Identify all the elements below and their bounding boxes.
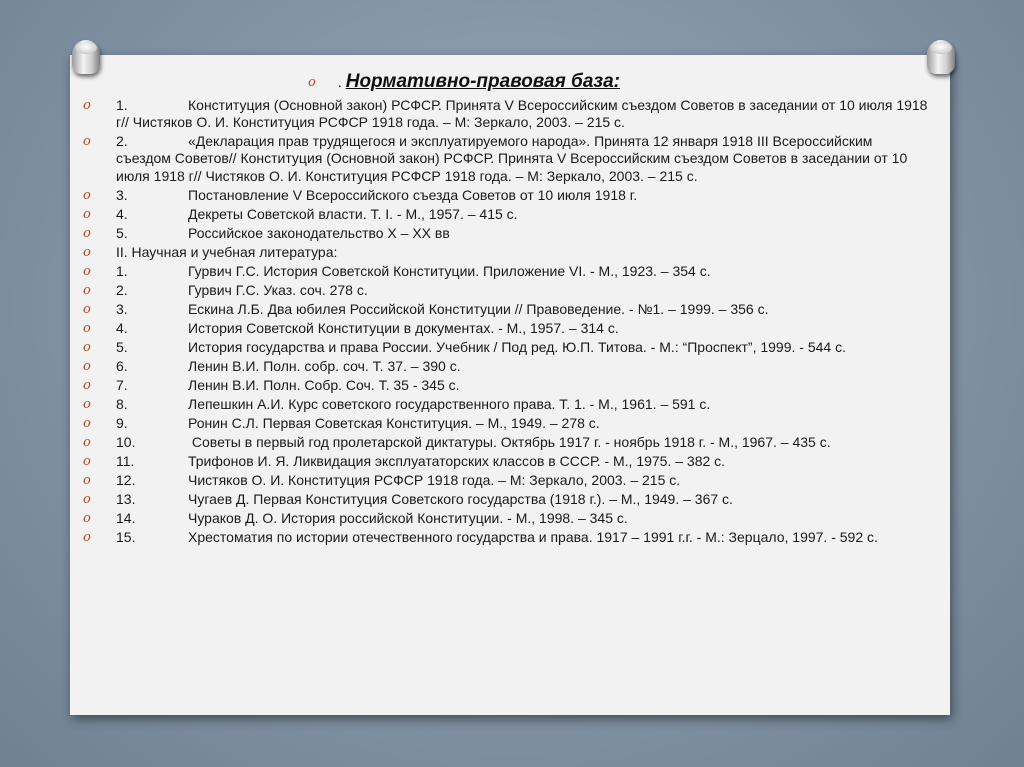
list-item-text: Российское законодательство X – XX вв (188, 224, 450, 241)
list-item-number: 2. (116, 133, 128, 150)
list-item (80, 510, 930, 527)
list-item-text: Ронин С.Л. Первая Советская Конституция. – М., 1949. – 278 с. (188, 414, 600, 431)
reference-list (80, 97, 930, 548)
list-item (80, 472, 930, 489)
list-item-text: Ленин В.И. Полн. Собр. Соч. Т. 35 - 345 с. (188, 376, 460, 393)
list-item-number: 13. (116, 490, 136, 507)
bullet-icon: o (83, 282, 91, 298)
list-item-text: Ескина Л.Б. Два юбилея Российской Конституции // Правоведение. - №1. – 1999. – 356 с. (188, 300, 769, 317)
list-item-number: 10. (116, 433, 136, 450)
list-item (80, 339, 930, 356)
list-item-text: Декреты Советской власти. Т. I. - М., 1957. – 415 с. (188, 205, 518, 222)
list-item-number: 5. (116, 338, 128, 355)
list-item (80, 529, 930, 546)
list-item (80, 244, 930, 261)
bullet-icon: o (83, 434, 91, 450)
list-item-number: 9. (116, 414, 128, 431)
pushpin-icon (927, 40, 955, 74)
pushpin-icon (72, 40, 100, 74)
bullet-icon: o (83, 98, 91, 113)
list-item (80, 263, 930, 280)
list-item-text: Конституция (Основной закон) РСФСР. Принята V Всероссийским съездом Советов в заседании от 10 июля 1918 г// Чистяков О. И. Конституция РСФСР 1918 года. – М: Зеркало, 2003. – 215 с. (116, 97, 928, 131)
list-item-number: 11. (116, 452, 135, 469)
list-item-text: «Декларация прав трудящегося и эксплуатируемого народа». Принята 12 января 1918 III Всероссийским съездом Советов// Конституция (Основной закон) РСФСР. Принята V Всероссийским съездом Советов в заседании от 10 июля 1918 г// Чистяков О. И. Конституция РСФСР 1918 года. – М: Зеркало, 2003. – 215 с. (116, 133, 908, 184)
list-item (80, 434, 930, 451)
list-item-text: Чураков Д. О. История российской Конституции. - М., 1998. – 345 с. (188, 509, 628, 526)
list-item (80, 358, 930, 375)
heading-prefix: . (337, 74, 342, 90)
bullet-icon: o (83, 529, 91, 545)
list-item (80, 491, 930, 508)
list-item-text: Лепешкин А.И. Курс советского государственного права. Т. 1. - М., 1961. – 591 с. (188, 395, 711, 412)
bullet-icon: o (83, 187, 91, 203)
list-item-number: 7. (116, 376, 128, 393)
list-item-text: Чугаев Д. Первая Конституция Советского государства (1918 г.). – М., 1949. – 367 с. (188, 490, 733, 507)
bullet-icon: o (83, 396, 91, 412)
list-item-text: Ленин В.И. Полн. собр. соч. Т. 37. – 390 с. (188, 357, 461, 374)
bullet-icon: o (83, 453, 91, 469)
list-item (80, 396, 930, 413)
list-item-number: 5. (116, 224, 128, 241)
bullet-icon: o (83, 244, 91, 260)
list-item (80, 206, 930, 223)
list-item-number: 12. (116, 471, 136, 488)
bullet-icon: o (83, 491, 91, 507)
list-item-text: II. Научная и учебная литература: (116, 243, 338, 260)
bullet-icon: o (83, 358, 91, 374)
list-item-number: 4. (116, 205, 128, 222)
list-item (80, 97, 930, 131)
bullet-icon: o (83, 134, 91, 150)
bullet-icon: o (83, 225, 91, 241)
list-item-number: 3. (116, 300, 128, 317)
bullet-icon: o (83, 206, 91, 222)
list-item-number: 15. (116, 528, 136, 545)
list-item-number: 1. (116, 262, 128, 279)
list-item (80, 301, 930, 318)
list-item (80, 453, 930, 470)
list-item-text: Советы в первый год пролетарской диктатуры. Октябрь 1917 г. - ноябрь 1918 г. - М., 1967. – 435 с. (188, 433, 831, 450)
list-item-text: Хрестоматия по истории отечественного государства и права. 1917 – 1991 г.г. - М.: Зерцало, 1997. - 592 с. (188, 528, 878, 545)
list-item (80, 225, 930, 242)
bullet-icon: o (83, 415, 91, 431)
list-item-number: 14. (116, 509, 136, 526)
list-item-number: 2. (116, 281, 128, 298)
bullet-icon: o (83, 339, 91, 355)
list-item (80, 187, 930, 204)
bullet-icon: o (83, 510, 91, 526)
bullet-icon: o (308, 74, 316, 90)
list-item-number: 6. (116, 357, 128, 374)
bullet-icon: o (83, 377, 91, 393)
bullet-icon: o (83, 320, 91, 336)
list-item-text: История Советской Конституции в документах. - М., 1957. – 314 с. (188, 319, 619, 336)
list-item-text: Гурвич Г.С. Указ. соч. 278 с. (188, 281, 368, 298)
bullet-icon: o (83, 472, 91, 488)
list-item (80, 415, 930, 432)
list-item (80, 133, 930, 185)
list-item-text: Чистяков О. И. Конституция РСФСР 1918 года. – М: Зеркало, 2003. – 215 с. (188, 471, 681, 488)
section-heading (308, 70, 620, 94)
bullet-icon: o (83, 263, 91, 279)
list-item-text: Гурвич Г.С. История Советской Конституции. Приложение VI. - М., 1923. – 354 с. (188, 262, 711, 279)
list-item-number: 8. (116, 395, 128, 412)
list-item-text: Постановление V Всероссийского съезда Советов от 10 июля 1918 г. (188, 186, 638, 203)
list-item (80, 320, 930, 337)
list-item (80, 282, 930, 299)
page-title: Нормативно-правовая база: (345, 71, 620, 92)
list-item-number: 1. (116, 97, 128, 113)
list-item-number: 4. (116, 319, 128, 336)
list-item-number: 3. (116, 186, 128, 203)
list-item (80, 377, 930, 394)
bullet-icon: o (83, 301, 91, 317)
list-item-text: Трифонов И. Я. Ликвидация эксплуататорских классов в СССР. - М., 1975. – 382 с. (188, 452, 726, 469)
list-item-text: История государства и права России. Учебник / Под ред. Ю.П. Титова. - М.: “Проспект”, 1999. - 544 с. (188, 338, 846, 355)
